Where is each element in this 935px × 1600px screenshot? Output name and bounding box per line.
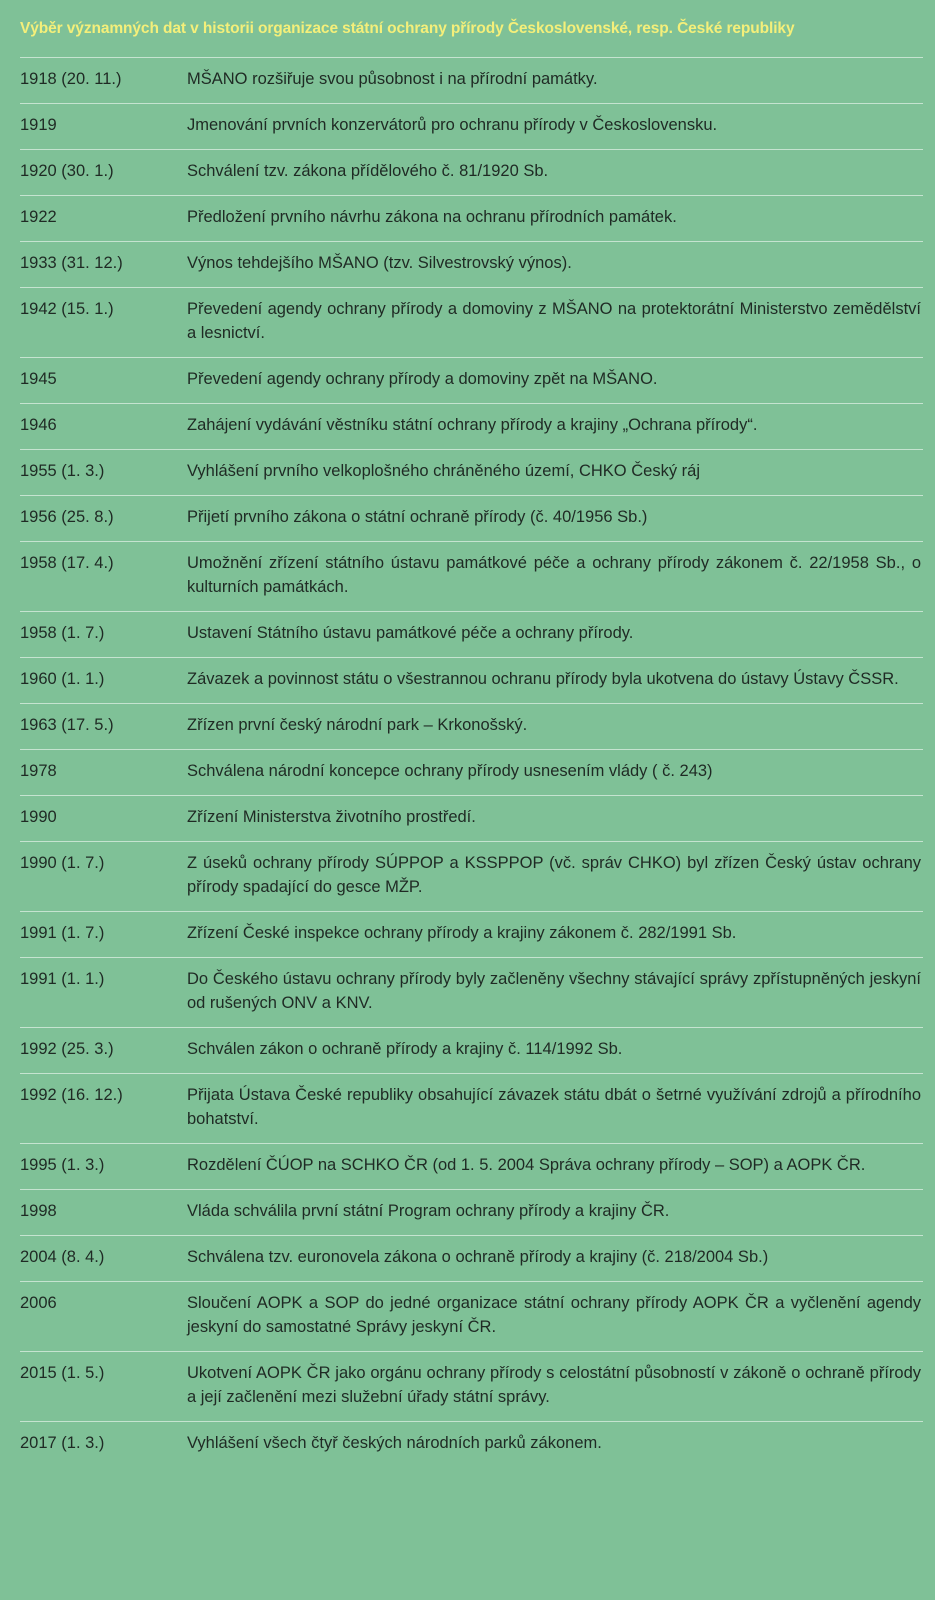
timeline-event: Vláda schválila první státní Program ochrany přírody a krajiny ČR. (187, 1202, 670, 1220)
timeline-event: Do Českého ústavu ochrany přírody byly začleněny všechny stávající správy zpřístupněných jeskyní od rušených ONV a KNV. (187, 970, 921, 1012)
timeline-date: 1992 (16. 12.) (20, 1086, 123, 1104)
timeline-date: 1942 (15. 1.) (20, 300, 114, 318)
timeline-date: 1960 (1. 1.) (20, 670, 105, 688)
timeline-date: 1958 (17. 4.) (20, 554, 114, 572)
timeline-event: Zahájení vydávání věstníku státní ochrany přírody a krajiny „Ochrana přírody“. (187, 416, 758, 434)
timeline-event: Zřízení České inspekce ochrany přírody a krajiny zákonem č. 282/1991 Sb. (187, 924, 737, 942)
timeline-row (20, 195, 923, 241)
timeline-date: 1922 (20, 208, 57, 226)
timeline-date: 1945 (20, 370, 57, 388)
timeline-row (20, 657, 923, 703)
timeline-date: 2006 (20, 1294, 57, 1312)
timeline-row (20, 403, 923, 449)
timeline-row (20, 1143, 923, 1189)
timeline-row (20, 1235, 923, 1281)
timeline-row (20, 1281, 923, 1351)
timeline-row (20, 241, 923, 287)
timeline-event: Schválení tzv. zákona přídělového č. 81/1920 Sb. (187, 162, 549, 180)
timeline-event: Schválena tzv. euronovela zákona o ochraně přírody a krajiny (č. 218/2004 Sb.) (187, 1248, 769, 1266)
timeline-row (20, 841, 923, 911)
timeline-date: 1963 (17. 5.) (20, 716, 114, 734)
timeline-row (20, 1421, 923, 1467)
timeline-row (20, 611, 923, 657)
timeline-event: Jmenování prvních konzervátorů pro ochranu přírody v Československu. (187, 116, 718, 134)
timeline-event: Rozdělení ČÚOP na SCHKO ČR (od 1. 5. 2004 Správa ochrany přírody – SOP) a AOPK ČR. (187, 1156, 866, 1174)
timeline-date: 1998 (20, 1202, 57, 1220)
timeline-event: Závazek a povinnost státu o všestrannou ochranu přírody byla ukotvena do ústavy Ústavy ČSSR. (187, 670, 899, 688)
timeline-date: 1920 (30. 1.) (20, 162, 114, 180)
timeline-row (20, 911, 923, 957)
timeline-date: 1956 (25. 8.) (20, 508, 114, 526)
timeline-event: Ustavení Státního ústavu památkové péče a ochrany přírody. (187, 624, 634, 642)
timeline-event: Výnos tehdejšího MŠANO (tzv. Silvestrovský výnos). (187, 254, 572, 272)
timeline-row (20, 1351, 923, 1421)
page-title: Výběr významných dat v historii organizace státní ochrany přírody Československé, resp. České republiky (20, 20, 795, 37)
timeline-row (20, 749, 923, 795)
timeline-event: Z úseků ochrany přírody SÚPPOP a KSSPPOP (vč. správ CHKO) byl zřízen Český ústav ochrany přírody spadající do gesce MŽP. (187, 854, 921, 896)
timeline-row (20, 703, 923, 749)
timeline-event: Umožnění zřízení státního ústavu památkové péče a ochrany přírody zákonem č. 22/1958 Sb., o kulturních památkách. (187, 554, 921, 596)
timeline-row (20, 1073, 923, 1143)
timeline-event: Předložení prvního návrhu zákona na ochranu přírodních památek. (187, 208, 677, 226)
timeline-row (20, 541, 923, 611)
timeline-event: Přijetí prvního zákona o státní ochraně přírody (č. 40/1956 Sb.) (187, 508, 648, 526)
timeline-event: Sloučení AOPK a SOP do jedné organizace státní ochrany přírody AOPK ČR a vyčlenění agendy jeskyní do samostatné Správy jeskyní ČR. (187, 1294, 921, 1336)
timeline-event: Převedení agendy ochrany přírody a domoviny z MŠANO na protektorátní Ministerstvo zemědělství a lesnictví. (187, 300, 921, 342)
timeline-row (20, 795, 923, 841)
timeline-table (20, 57, 923, 1467)
timeline-date: 1990 (1. 7.) (20, 854, 105, 872)
timeline-event: Schválena národní koncepce ochrany přírody usnesením vlády ( č. 243) (187, 762, 713, 780)
timeline-row (20, 1027, 923, 1073)
timeline-date: 1919 (20, 116, 57, 134)
timeline-date: 1991 (1. 7.) (20, 924, 105, 942)
timeline-date: 1958 (1. 7.) (20, 624, 105, 642)
timeline-date: 1991 (1. 1.) (20, 970, 105, 988)
timeline-event: Ukotvení AOPK ČR jako orgánu ochrany přírody s celostátní působností v zákoně o ochraně přírody a její začlenění mezi služební úřady státní správy. (187, 1364, 921, 1406)
timeline-row (20, 357, 923, 403)
timeline-date: 1990 (20, 808, 57, 826)
timeline-date: 1933 (31. 12.) (20, 254, 123, 272)
timeline-date: 2004 (8. 4.) (20, 1248, 105, 1266)
timeline-event: Přijata Ústava České republiky obsahující závazek státu dbát o šetrné využívání zdrojů a přírodního bohatství. (187, 1086, 921, 1128)
timeline-row (20, 449, 923, 495)
timeline-event: Vyhlášení všech čtyř českých národních parků zákonem. (187, 1434, 602, 1452)
timeline-event: Vyhlášení prvního velkoplošného chráněného území, CHKO Český ráj (187, 462, 700, 480)
timeline-date: 1955 (1. 3.) (20, 462, 105, 480)
timeline-row (20, 103, 923, 149)
timeline-date: 1992 (25. 3.) (20, 1040, 114, 1058)
timeline-row (20, 957, 923, 1027)
timeline-event: Zřízení Ministerstva životního prostředí. (187, 808, 476, 826)
timeline-date: 2015 (1. 5.) (20, 1364, 105, 1382)
timeline-row (20, 57, 923, 103)
timeline-event: Schválen zákon o ochraně přírody a krajiny č. 114/1992 Sb. (187, 1040, 623, 1058)
timeline-row (20, 1189, 923, 1235)
timeline-date: 1978 (20, 762, 57, 780)
timeline-event: MŠANO rozšiřuje svou působnost i na přírodní památky. (187, 70, 598, 88)
timeline-event: Převedení agendy ochrany přírody a domoviny zpět na MŠANO. (187, 370, 658, 388)
timeline-row (20, 149, 923, 195)
timeline-row (20, 495, 923, 541)
timeline-event: Zřízen první český národní park – Krkonošský. (187, 716, 528, 734)
timeline-row (20, 287, 923, 357)
timeline-date: 2017 (1. 3.) (20, 1434, 105, 1452)
timeline-date: 1946 (20, 416, 57, 434)
timeline-date: 1918 (20. 11.) (20, 70, 122, 88)
timeline-date: 1995 (1. 3.) (20, 1156, 105, 1174)
